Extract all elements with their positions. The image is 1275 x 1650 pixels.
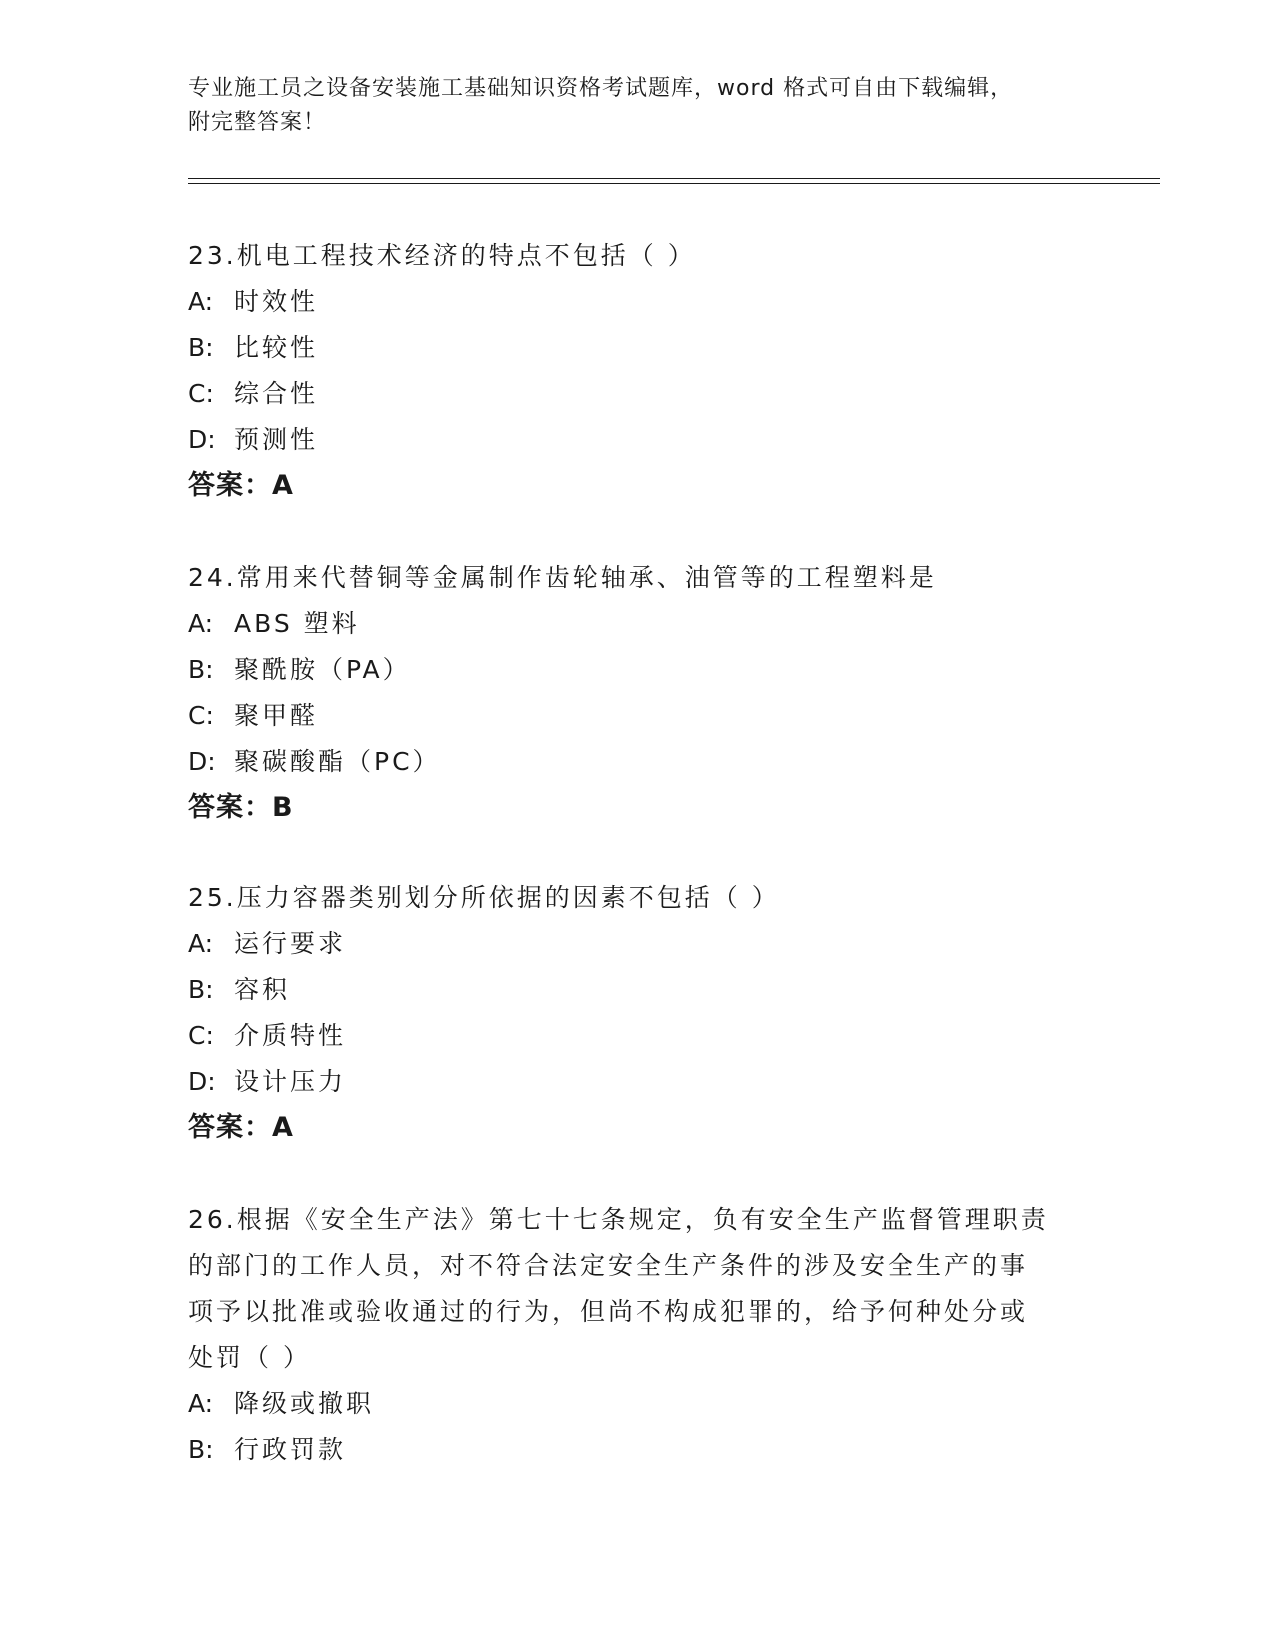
question-text-line: 26.根据《安全生产法》第七十七条规定，负有安全生产监督管理职责 [188, 1205, 1049, 1234]
option-c [188, 693, 1088, 739]
option-text: 预测性 [234, 425, 319, 454]
option-a [188, 279, 1088, 325]
option-letter: C: [188, 1021, 214, 1050]
question-text: 25.压力容器类别划分所依据的因素不包括（ ） [188, 883, 780, 912]
option-b [188, 647, 1088, 693]
option-letter: A: [188, 609, 214, 638]
option-text: 时效性 [234, 287, 319, 316]
option-letter: A: [188, 1389, 214, 1418]
answer-line: 答案：A [188, 470, 294, 501]
option-letter: B: [188, 1435, 214, 1464]
option-text: 比较性 [234, 333, 319, 362]
option-letter: C: [188, 701, 214, 730]
header-divider-top [188, 178, 1160, 179]
option-c [188, 371, 1088, 417]
option-c [188, 1013, 1088, 1059]
header-line-1: 专业施工员之设备安装施工基础知识资格考试题库，word 格式可自由下载编辑， [188, 76, 1014, 101]
option-b [188, 967, 1088, 1013]
header-divider-bottom [188, 183, 1160, 184]
option-letter: C: [188, 379, 214, 408]
option-b [188, 325, 1088, 371]
answer-line: 答案：A [188, 1112, 294, 1143]
option-letter: D: [188, 1067, 216, 1096]
question-23 [188, 233, 1088, 509]
document-header [188, 72, 1088, 140]
option-letter: B: [188, 655, 214, 684]
option-text: 行政罚款 [234, 1435, 347, 1464]
question-25 [188, 875, 1088, 1151]
option-b [188, 1427, 1088, 1473]
option-letter: D: [188, 425, 216, 454]
option-d [188, 1059, 1088, 1105]
option-text: 聚酰胺（PA） [234, 655, 411, 684]
answer-line: 答案：B [188, 792, 294, 823]
option-letter: B: [188, 975, 214, 1004]
question-text-line: 项予以批准或验收通过的行为，但尚不构成犯罪的，给予何种处分或 [188, 1297, 1029, 1326]
option-text: 介质特性 [234, 1021, 347, 1050]
option-text: 设计压力 [234, 1067, 347, 1096]
option-d [188, 739, 1088, 785]
option-letter: B: [188, 333, 214, 362]
option-text: 降级或撤职 [234, 1389, 375, 1418]
option-d [188, 417, 1088, 463]
option-a [188, 1381, 1088, 1427]
option-letter: A: [188, 929, 214, 958]
header-line-2: 附完整答案！ [188, 110, 327, 135]
option-letter: A: [188, 287, 214, 316]
question-26 [188, 1197, 1088, 1473]
option-text: ABS 塑料 [234, 609, 360, 638]
option-text: 容积 [234, 975, 291, 1004]
option-text: 聚甲醛 [234, 701, 319, 730]
option-text: 综合性 [234, 379, 319, 408]
option-text: 聚碳酸酯（PC） [234, 747, 441, 776]
option-text: 运行要求 [234, 929, 347, 958]
question-24 [188, 555, 1088, 831]
option-a [188, 921, 1088, 967]
option-letter: D: [188, 747, 216, 776]
question-text: 23.机电工程技术经济的特点不包括（ ） [188, 241, 696, 270]
question-text: 24.常用来代替铜等金属制作齿轮轴承、油管等的工程塑料是 [188, 563, 937, 592]
option-a [188, 601, 1088, 647]
question-text-line: 处罚（ ） [188, 1343, 311, 1372]
question-text-line: 的部门的工作人员，对不符合法定安全生产条件的涉及安全生产的事 [188, 1251, 1029, 1280]
